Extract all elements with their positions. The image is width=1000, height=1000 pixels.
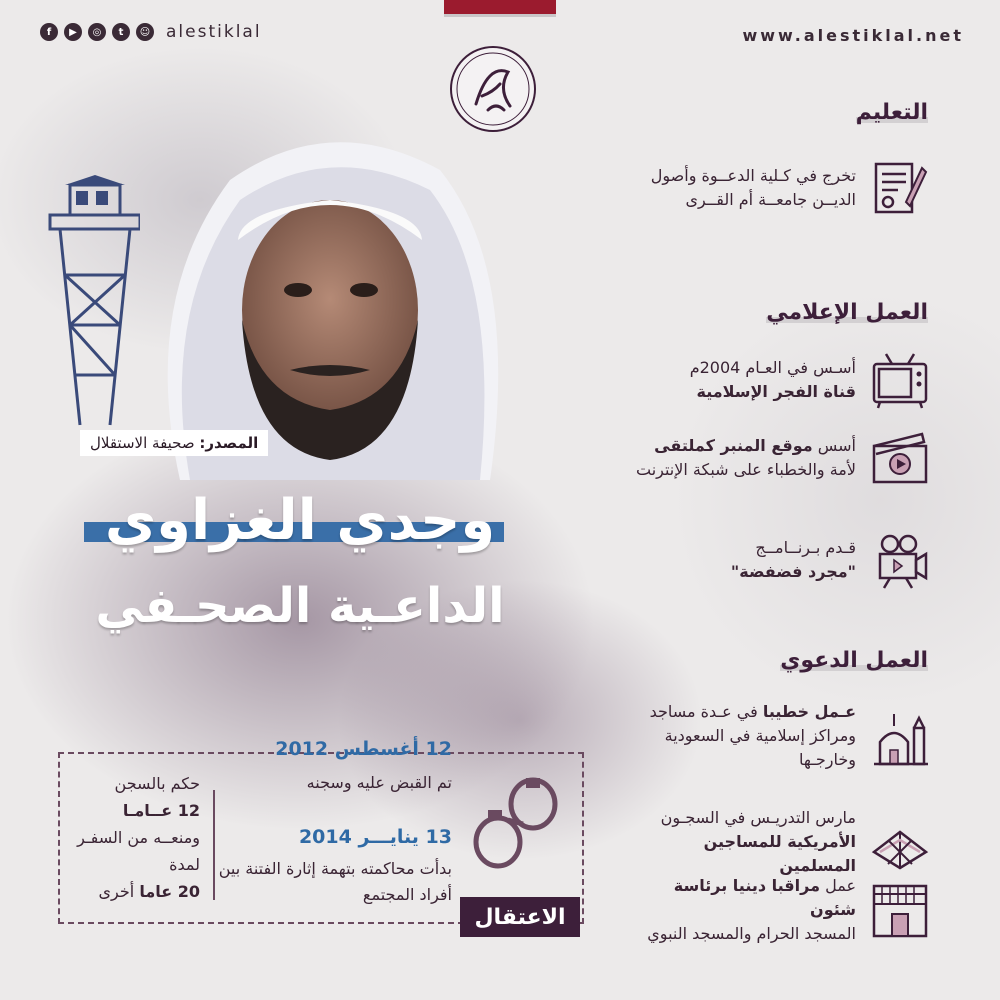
dawah-item-prison-teaching bbox=[626, 806, 930, 878]
trial-desc: بدأت محاكمته بتهمة إثارة الفتنة بين أفراد المجتمع bbox=[218, 859, 452, 904]
arrest-date: 12 أغسطس 2012 bbox=[275, 738, 452, 760]
dawah-prison-bold: الأمريكية للمساجين المسلمين bbox=[703, 832, 856, 875]
section-title-dawah bbox=[780, 648, 928, 671]
media-item-channel bbox=[646, 350, 930, 410]
media-program-line: قـدم بـرنــامــج bbox=[755, 538, 856, 557]
person-name: وجدي الغزاوي bbox=[104, 488, 496, 553]
media-channel-text bbox=[646, 356, 856, 404]
media-website-line: لأمة والخطباء على شبكة الإنترنت bbox=[635, 460, 856, 479]
education-item bbox=[646, 158, 930, 218]
sentence-line2: ومنعــه من السفـر لمدة bbox=[77, 828, 200, 874]
dawah-title-text: العمل الدعوي bbox=[780, 648, 928, 673]
dawah-preacher-line: في عـدة مساجد ومراكز إسلامية في السعودية وخارجـها bbox=[649, 702, 856, 769]
media-title-text: العمل الإعلامي bbox=[766, 300, 928, 325]
section-title-media bbox=[766, 300, 928, 323]
media-website-bold: موقع المنبر كملتقى bbox=[654, 436, 813, 455]
dawah-preacher-text bbox=[626, 700, 856, 772]
video-player-icon bbox=[870, 428, 930, 488]
top-accent-bar bbox=[444, 0, 556, 14]
quran-icon bbox=[870, 812, 930, 872]
source-caption bbox=[80, 430, 268, 456]
person-title: الداعـية الصحـفي bbox=[95, 578, 505, 634]
sentence-line3: أخرى bbox=[98, 882, 140, 901]
youtube-icon[interactable]: ▶ bbox=[64, 23, 82, 41]
media-website-text bbox=[626, 434, 856, 482]
detention-label: الاعتقال bbox=[460, 897, 580, 937]
media-item-program bbox=[646, 530, 930, 590]
source-label: المصدر: bbox=[199, 434, 259, 452]
dawah-supervisor-bold: مراقبا دينيا برئاسة شئون bbox=[673, 876, 856, 919]
media-program-text bbox=[646, 536, 856, 584]
dawah-prison-line: مارس التدريـس في السجـون bbox=[660, 808, 856, 827]
sentence-years1: 12 عــامـا bbox=[122, 801, 200, 820]
media-item-website bbox=[626, 428, 930, 488]
sentence-text bbox=[70, 770, 200, 905]
mosque-icon bbox=[870, 706, 930, 766]
media-website-pre: أسس bbox=[812, 436, 856, 455]
site-url[interactable]: www.alestiklal.net bbox=[742, 26, 964, 45]
handcuffs-icon bbox=[468, 772, 563, 877]
arrest-desc: تم القبض عليه وسجنه bbox=[306, 773, 452, 792]
media-channel-bold: قناة الفجر الإسلامية bbox=[696, 382, 856, 401]
education-title-text: التعليم bbox=[855, 100, 928, 125]
sentence-years2: 20 عاما bbox=[139, 882, 200, 901]
top-accent-underline bbox=[444, 14, 556, 17]
instagram-icon[interactable]: ◎ bbox=[88, 23, 106, 41]
dawah-prison-text bbox=[626, 806, 856, 878]
dawah-supervisor-text bbox=[626, 874, 856, 946]
source-value: صحيفة الاستقلال bbox=[90, 434, 200, 452]
facebook-icon[interactable]: f bbox=[40, 23, 58, 41]
twitter-icon[interactable]: t bbox=[112, 23, 130, 41]
social-links bbox=[40, 22, 262, 42]
media-channel-line: أسـس في العـام 2004م bbox=[689, 358, 856, 377]
dawah-item-preacher bbox=[626, 700, 930, 772]
kaaba-icon bbox=[870, 880, 930, 940]
sentence-line1: حكم بالسجن bbox=[114, 774, 200, 793]
dawah-preacher-bold: عـمل خطيبا bbox=[762, 702, 856, 721]
dawah-item-supervisor bbox=[626, 874, 930, 946]
tv-icon bbox=[870, 350, 930, 410]
trial-date: 13 ينايـــر 2014 bbox=[298, 826, 452, 848]
dawah-supervisor-pre: عمل bbox=[820, 876, 856, 895]
education-text: تخرج في كـلية الدعــوة وأصول الديــن جامعــة أم القــرى bbox=[650, 166, 856, 209]
portrait-photo bbox=[120, 120, 540, 480]
snapchat-icon[interactable]: ☺ bbox=[136, 23, 154, 41]
section-title-education bbox=[856, 100, 928, 123]
certificate-icon bbox=[870, 158, 930, 218]
media-program-bold: "مجرد فضفضة" bbox=[730, 562, 856, 581]
film-camera-icon bbox=[870, 530, 930, 590]
social-handle: alestiklal bbox=[166, 22, 262, 42]
dawah-supervisor-line: المسجد الحرام والمسجد النبوي bbox=[647, 924, 856, 943]
